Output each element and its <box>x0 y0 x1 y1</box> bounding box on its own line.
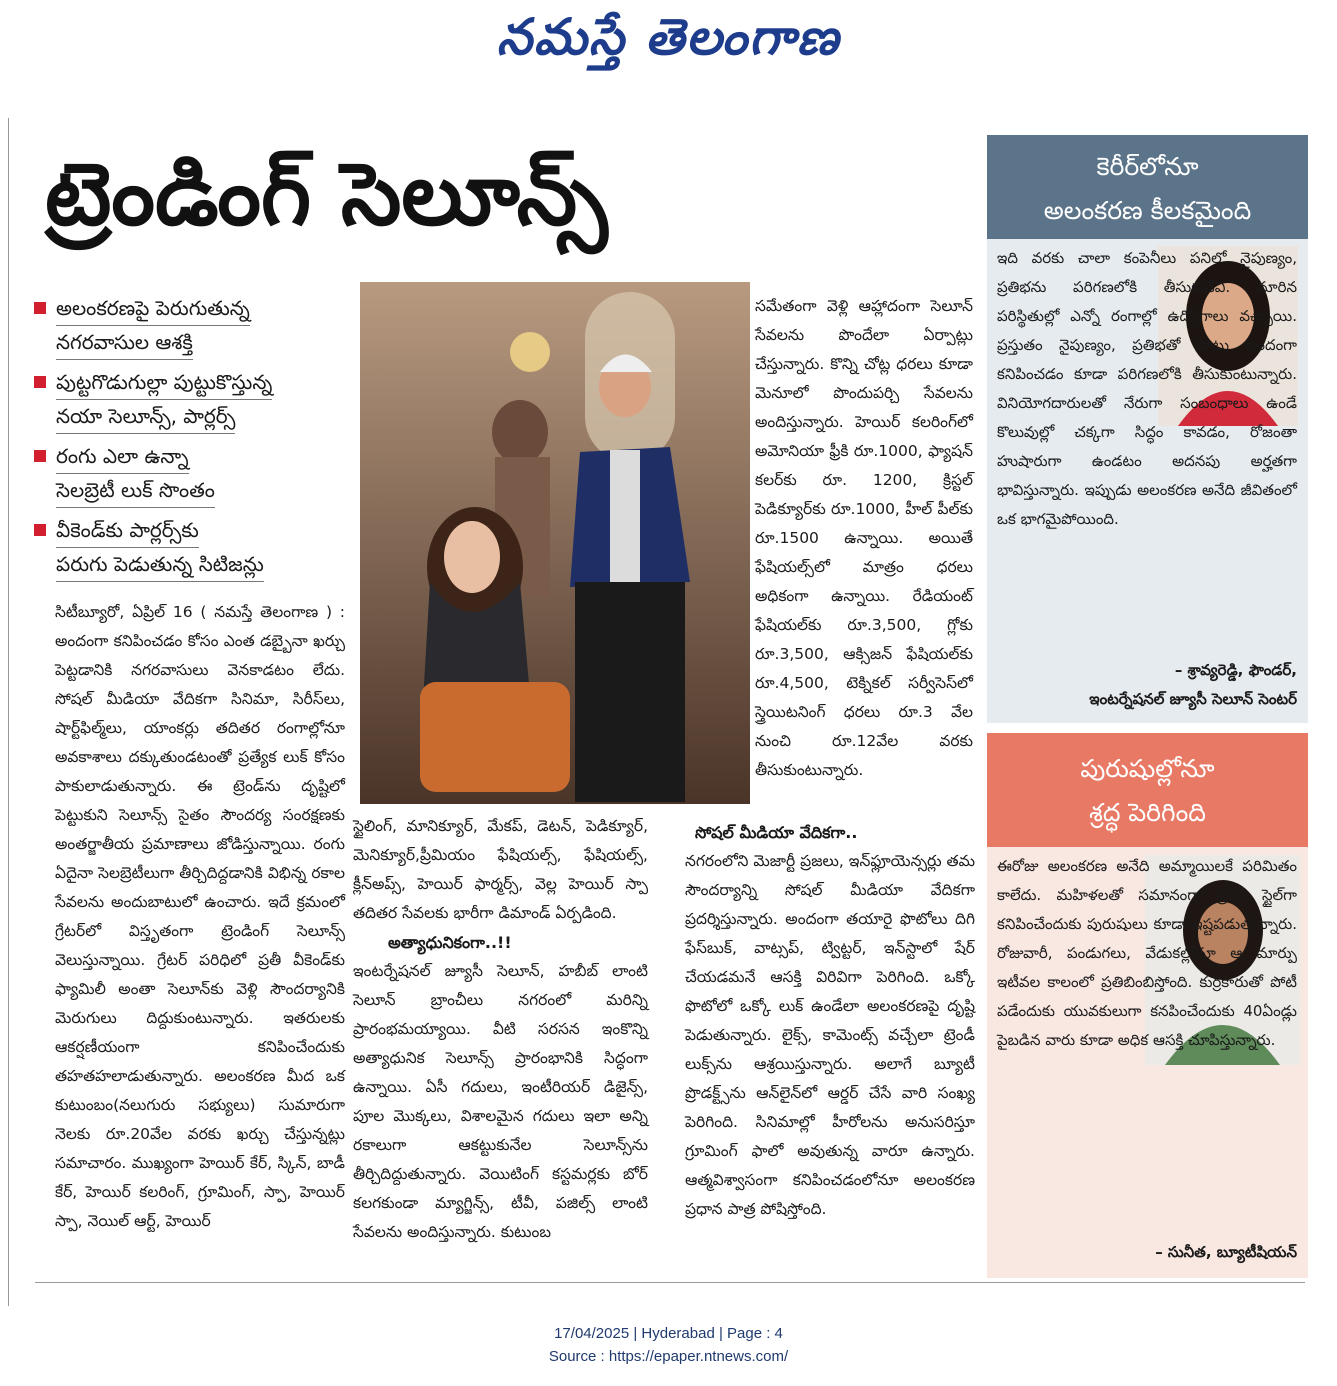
sidebar-career-title-line1: కెరీర్‌లోనూ <box>1096 152 1199 181</box>
sidebar-career-title-line2: అలంకరణ కీలకమైంది <box>1043 196 1252 225</box>
sidebar-men-text <box>997 852 1297 1055</box>
sidebar-career-text <box>997 244 1297 534</box>
sidebar-men-title <box>987 733 1308 847</box>
bullet-item: రంగు ఎలా ఉన్నా సెలబ్రెటీ లుక్ సొంతం <box>28 440 328 508</box>
article-column-2-text-b: ఇంటర్నేషనల్ జ్యూసీ సెలూన్, హబీబ్ లాంటి సెలూన్ బ్రాంచీలు నగరంలో మరిన్ని ప్రారంభమయ్యాయి. వీటి సరసన ఇంకొన్ని అత్యాధునిక సెలూన్స్ ప్రారంభానికి సిద్ధంగా ఉన్నాయి. ఏసీ గదులు, ఇంటీరియర్ డిజైన్స్, పూల మొక్కలు, విశాలమైన గదులు ఇలా అన్ని రకాలుగా ఆకట్టుకునేల సెలూన్స్‌ను తీర్చిదిద్దుతున్నారు. వెయిటింగ్ కస్టమర్లకు బోర్ కలగకుండా మ్యాగ్జిన్స్, టీవీ, పజిల్స్ లాంటి సేవలను అందిస్తున్నారు. కుటుంబ <box>353 962 648 1241</box>
signature-name: – శ్రావ్యరెడ్డి, ఫౌండర్, <box>1174 661 1297 679</box>
article-column-2-text-a: స్టైలింగ్, మానిక్యూర్, మేకప్, డెటన్, పెడిక్యూర్, మెనిక్యూర్,ప్రీమియం ఫేషియల్స్, ఫేషియల్స్, క్లీన్అప్స్, హెయిర్ ఫార్మర్స్, వెల్ల హెయిర్ స్పా తదితర సేవలకు భారీగా డిమాండ్ ఏర్పడింది. <box>353 817 648 922</box>
subheading-modern: అత్యాధునికంగా..!! <box>388 933 512 952</box>
bottom-rule <box>35 1282 1305 1283</box>
left-margin-rule <box>8 118 9 1306</box>
sidebar-men-signature: – సునీత, బ్యూటీషియన్ <box>1155 1243 1297 1261</box>
sidebar-men-body: ఈరోజు అలంకరణ అనేది అమ్మాయిలకే పరిమితం కాలేదు. మహిళలతో సమానంగా ట్రెండీ స్టైల్‌గా కనిపించేందుకు పురుషులు కూడా ఇష్టపడుతున్నారు. రోజువారీ, పండుగలు, వేడుకల్లోనూ ఆ మార్పు ఇటీవల కాలంలో ప్రతిబింబిస్తోంది. కుర్రకారుతో పోటీ పడేందుకు యువకులుగా కనపించేందుకు 40ఏండ్లు పైబడిన వారు కూడా అధిక ఆసక్తి చూపిస్తున్నారు. <box>997 857 1297 1049</box>
signature-organization: ఇంటర్నేషనల్ జ్యూసీ సెలూన్ సెంటర్ <box>1089 690 1297 708</box>
sidebar-career-body: ఇది వరకు చాలా కంపెనీలు పనిలో నైపుణ్యం, ప్రతిభను పరిగణలోకి తీసుకునేవి. మారిన పరిస్థితుల్లో ఎన్నో రంగాల్లో ఉద్యోగాలు వచ్చాయి. ప్రస్తుతం నైపుణ్యం, ప్రతిభతో పాటు అందంగా కనిపించడం కూడా పరిగణలోకి తీసుకుంటున్నారు. వినియోగదారులతో నేరుగా సంబంధాలు ఉండే కొలువుల్లో చక్కగా సిద్ధం కావడం, రోజంతా హుషారుగా ఉండటం అదనపు అర్హతగా భావిస్తున్నారు. ఇప్పుడు అలంకరణ అనేది జీవితంలో ఒక భాగమైపోయింది. <box>997 249 1297 528</box>
subheading-social-media: సోషల్ మీడియా వేదికగా.. <box>695 823 858 842</box>
sidebar-career-title <box>987 135 1308 239</box>
salon-photo-illustration <box>360 282 750 804</box>
sidebar-career-signature <box>997 656 1297 714</box>
footer-date-edition: 17/04/2025 | Hyderabad | Page : 4 <box>554 1325 783 1342</box>
footer-source: Source : https://epaper.ntnews.com/ <box>548 1348 789 1365</box>
bullet-item: అలంకరణపై పెరుగుతున్న నగరవాసుల ఆశక్తి <box>28 292 328 360</box>
article-column-3: సమేతంగా వెళ్లి ఆహ్లాదంగా సెలూన్ సేవలను పొందేలా ఏర్పాట్లు చేస్తున్నారు. కొన్ని చోట్ల ధరలు కూడా మెనూలో పొందుపర్చి సేవలను అందిస్తున్నారు. హెయిర్ కలరింగ్‌లో అమోనియా ఫ్రీకి రూ.1000, ఫ్యాషన్ కలర్‌కు రూ. 1200, క్రిస్టల్ పెడిక్యూర్‌కు రూ.1000, హీల్ పీల్‌కు రూ.1500 ఉన్నాయి. అయితే ఫేషియల్స్‌లో మాత్రం ధరలు అధికంగా ఉన్నాయి. రేడియంట్ ఫేషియల్‌కు రూ.3,500, గ్లోకు రూ.3,500, ఆక్సిజన్ ఫేషియల్‌కు రూ.4,500, టెక్నికల్ సర్వీసెస్‌లో స్త్రెయిటనింగ్ ధరలు రూ.3 వేల నుంచి రూ.12వేల వరకు తీసుకుంటున్నారు. <box>755 297 973 779</box>
sidebar-men-title-line1: పురుషుల్లోనూ <box>1080 754 1215 783</box>
page-footer <box>0 1322 1337 1368</box>
bullet-item: వీకెండ్‌కు పార్లర్స్‌కు పరుగు పెడుతున్న సిటిజన్లు <box>28 514 328 582</box>
highlight-bullets <box>28 292 328 588</box>
sidebar-men-title-line2: శ్రద్ధ పెరిగింది <box>1089 798 1206 827</box>
article-column-2 <box>353 812 648 1247</box>
bullet-item: పుట్టగొడుగుల్లా పుట్టుకొస్తున్న నయా సెలూన్స్, పార్లర్స్ <box>28 366 328 434</box>
article-column-1: సిటీబ్యూరో, ఏప్రిల్ 16 ( నమస్తే తెలంగాణ ) : అందంగా కనిపించడం కోసం ఎంత డబ్బైనా ఖర్చు పెట్టడానికి నగరవాసులు వెనకాడటం లేదు. సోషల్ మీడియా వేదికగా సినిమా, సిరీస్‌లు, షార్ట్‌ఫిల్మ్‌లు, యాంకర్లు తదితర రంగాల్లోనూ అవకాశాలు దక్కుతుండటంతో ప్రత్యేక లుక్ కోసం పాకులాడుతున్నారు. ఈ ట్రెండ్‌ను దృష్టిలో పెట్టుకుని సెలూన్స్ సైతం సౌందర్య సంరక్షణకు అంతర్జాతీయ ప్రమాణాలు జోడిస్తున్నాయి. రంగు ఏదైనా సెలబ్రెటీలుగా తీర్చిదిద్దడానికి విభిన్న రకాల సేవలను అందుబాటులో ఉంచారు. ఇదే క్రమంలో గ్రేటర్‌లో విస్తృతంగా ట్రెండింగ్ సెలూన్స్ వెలుస్తున్నాయి. గ్రేటర్ పరిధిలో ప్రతీ వీకెండ్‌కు ఫ్యామిలీ అంతా సెలూన్‌కు వెళ్లి సౌందర్యానికి మెరుగులు దిద్దుకుంటున్నారు. ఇతరులకు ఆకర్షణీయంగా కనిపించేందుకు తహతహలాడుతున్నారు. అలంకరణ మీద ఒక కుటుంబం(నలుగురు సభ్యులు) సుమారుగా నెలకు రూ.20వేల వరకు ఖర్చు చేస్తున్నట్లు సమాచారం. ముఖ్యంగా హెయిర్ కేర్, స్కిన్, బాడీ కేర్, హెయిర్ కలరింగ్, గ్రూమింగ్, స్పా, హెయిర్ స్పా, నెయిల్ ఆర్ట్, హెయిర్ <box>55 603 345 1230</box>
masthead-logo: నమస్తే తెలంగాణ <box>496 8 841 66</box>
article-column-4-text: నగరంలోని మెజార్టీ ప్రజలు, ఇన్‌ఫ్లూయెన్సర్లు తమ సౌందర్యాన్ని సోషల్ మీడియా వేదికగా ప్రదర్శిస్తున్నారు. అందంగా తయారై ఫొటోలు దిగి ఫేస్‌బుక్, వాట్సప్, ట్విట్టర్, ఇన్‌స్టాలో షేర్ చేయడమనే ఆసక్తి విరివిగా పెరిగింది. ఒక్కో ఫొటోలో ఒక్కో లుక్ ఉండేలా అలంకరణపై దృష్టి పెడుతున్నారు. లైక్స్, కామెంట్స్ వచ్చేలా ట్రెండీ లుక్స్‌ను ఆశ్రయిస్తున్నారు. అలాగే బ్యూటీ ప్రొడక్ట్స్‌ను ఆన్‌లైన్‌లో ఆర్డర్ చేసే వారి సంఖ్య పెరిగింది. సినిమాల్లో హీరోలను అనుసరిస్తూ గ్రూమింగ్ ఫాలో అవుతున్న వారూ ఉన్నారు. ఆత్మవిశ్వాసంగా కనిపించడంలోనూ అలంకరణ ప్రధాన పాత్ర పోషిస్తోంది. <box>685 852 975 1218</box>
article-column-4 <box>685 818 975 1224</box>
headline: ట్రెండింగ్ సెలూన్స్ <box>45 145 608 245</box>
salon-photo <box>360 282 750 804</box>
